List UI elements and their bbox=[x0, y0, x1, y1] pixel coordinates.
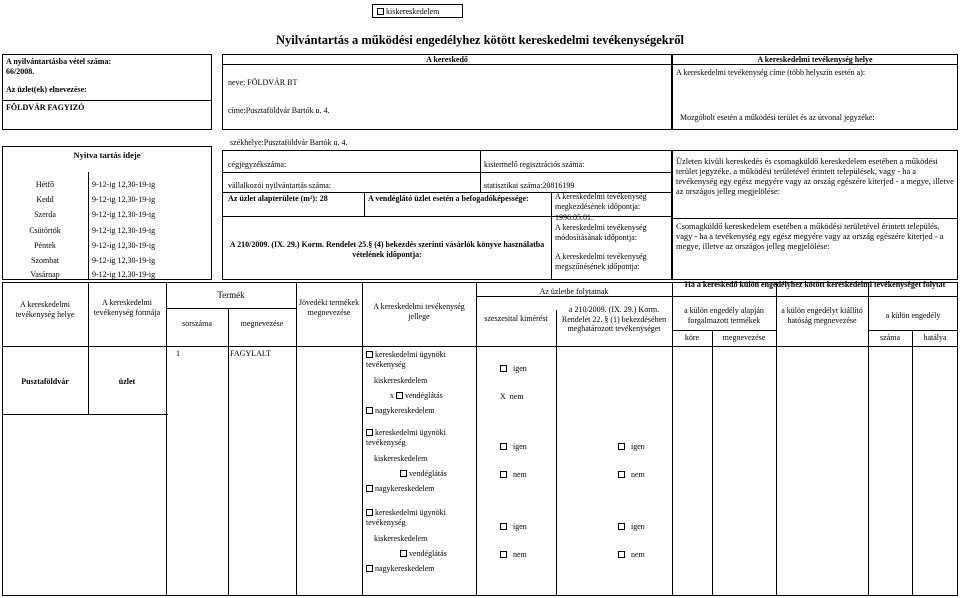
nature-option[interactable] bbox=[366, 428, 474, 447]
nature-option[interactable] bbox=[374, 454, 482, 464]
th-special: Ha a kereskedő külön engedélyhez kötött kereskedelmi tevékenységet folytat bbox=[684, 280, 946, 289]
checkbox-icon[interactable] bbox=[500, 523, 507, 530]
th-validity: hatálya bbox=[923, 333, 947, 342]
no-label: nem bbox=[631, 550, 645, 559]
th-seq: sorszáma bbox=[182, 319, 212, 328]
nature-option-label: kiskereskedelem bbox=[374, 454, 428, 463]
checkbox-icon[interactable] bbox=[500, 365, 507, 372]
nature-option-label: kereskedelmi ügynöki tevékenység bbox=[366, 508, 446, 527]
nature-option-label: vendéglátás bbox=[409, 469, 447, 478]
trader-name: neve: FÖLDVÁR BT bbox=[228, 78, 298, 87]
nature-option[interactable] bbox=[366, 391, 474, 401]
complaint-book-label: A 210/2009. (IX. 29.) Korm. Rendelet 25.§ (4) bekezdés szerinti vásárlók könyve használatba vételének időpontja: bbox=[229, 240, 545, 259]
nature-option[interactable] bbox=[374, 534, 482, 544]
nature-option-label: nagykereskedelem bbox=[375, 564, 435, 573]
nature-option[interactable] bbox=[366, 469, 474, 479]
no-label: nem bbox=[513, 550, 527, 559]
yes-no-option[interactable] bbox=[618, 550, 645, 559]
company-reg-label: cégjegyzékszáma: bbox=[228, 160, 287, 169]
th-authority: a külön engedélyt kiállító hatóság megnevezése bbox=[781, 306, 863, 325]
nature-option[interactable] bbox=[374, 376, 482, 386]
nature-option-label: vendéglátás bbox=[409, 549, 447, 558]
nature-option-label: nagykereskedelem bbox=[375, 406, 435, 415]
yes-no-option[interactable] bbox=[500, 364, 527, 373]
nature-mark: x bbox=[390, 391, 394, 400]
checkbox-icon[interactable] bbox=[618, 523, 625, 530]
yes-label: igen bbox=[513, 364, 527, 373]
nature-option-label: kereskedelmi ügynöki tevékenység bbox=[366, 428, 446, 447]
th-special-goods: a külön engedély alapján forgalmazott termékek bbox=[684, 306, 764, 325]
th-nature: A kereskedelmi tevékenység jellege bbox=[373, 302, 465, 321]
hours-time: 9-12-ig 12,30-19-ig bbox=[92, 210, 156, 219]
kiskereskedelem-label: kiskereskedelem bbox=[386, 7, 440, 16]
hours-time: 9-12-ig 12,30-19-ig bbox=[92, 270, 156, 279]
yes-no-option[interactable] bbox=[618, 522, 645, 531]
yes-no-option[interactable] bbox=[500, 442, 527, 451]
start-date-label: A kereskedelmi tevékenység megkezdésének időpontja: bbox=[555, 192, 647, 211]
checkbox-icon[interactable] bbox=[366, 485, 373, 492]
place-address-label: A kereskedelmi tevékenység címe (több helyszín esetén a): bbox=[676, 68, 866, 77]
no-label: nem bbox=[631, 470, 645, 479]
th-form: A kereskedelmi tevékenység formája bbox=[93, 298, 161, 317]
trader-header: A kereskedő bbox=[426, 55, 468, 64]
checkbox-icon[interactable] bbox=[618, 471, 625, 478]
checkbox-icon[interactable] bbox=[366, 429, 373, 436]
checkbox-icon[interactable] bbox=[366, 351, 373, 358]
nature-option[interactable] bbox=[366, 350, 474, 369]
hours-day: Csütörtök bbox=[29, 226, 61, 235]
yes-label: igen bbox=[631, 522, 645, 531]
alcohol-mark: X bbox=[500, 392, 506, 401]
row-seq: 1 bbox=[176, 349, 180, 358]
stat-reg-value: statisztikai száma:20816199 bbox=[484, 181, 575, 190]
modify-date-label: A kereskedelmi tevékenység módosításának időpontja: bbox=[555, 223, 647, 242]
mail-order-text: Csomagküldő kereskedelem esetében a működési területével érintett település, vagy - ha a tevékenység egy egész megyére vagy az ország egészére kiterjed - a megye, illetve az országos jelleg megjelölése: bbox=[676, 222, 944, 252]
trader-address: címe:Pusztaföldvár Bartók u. 4. bbox=[228, 106, 330, 115]
nature-option-label: vendéglátás bbox=[405, 391, 443, 400]
th-permit-no: a külön engedély bbox=[885, 311, 941, 320]
mobile-shop-label: Mozgóbolt esetén a működési terület és az útvonal jegyzéke: bbox=[680, 113, 875, 122]
checkbox-icon[interactable] bbox=[500, 551, 507, 558]
hours-day: Szerda bbox=[34, 210, 56, 219]
checkbox-icon[interactable] bbox=[366, 509, 373, 516]
th-excise: Jövedéki termékek megnevezése bbox=[298, 298, 360, 317]
guest-capacity-label: A vendéglátó üzlet esetén a befogadóképessége: bbox=[368, 194, 529, 203]
checkbox-icon[interactable] bbox=[396, 392, 403, 399]
hours-header: Nyitva tartás ideje bbox=[73, 150, 141, 160]
micro-reg-label: kistermelő regisztrációs száma: bbox=[484, 160, 585, 169]
yes-no-option[interactable] bbox=[500, 392, 524, 401]
checkbox-icon[interactable] bbox=[500, 471, 507, 478]
nature-option[interactable] bbox=[366, 406, 474, 416]
nature-option[interactable] bbox=[366, 549, 474, 559]
yes-no-option[interactable] bbox=[618, 442, 645, 451]
hours-day: Kedd bbox=[36, 195, 54, 204]
th-decree: a 210/2009. (IX. 29.) Korm. Rendelet 22. § (1) bekezdésében meghatározott tevékenységet bbox=[561, 305, 667, 334]
th-product: Termék bbox=[217, 290, 245, 300]
hours-time: 9-12-ig 12,30-19-ig bbox=[92, 180, 156, 189]
nature-option-label: kereskedelmi ügynöki tevékenység bbox=[366, 350, 446, 369]
nature-option-label: kiskereskedelem bbox=[374, 534, 428, 543]
floor-area: Az üzlet alapterülete (m²): 28 bbox=[228, 194, 328, 203]
trader-block bbox=[222, 54, 672, 130]
hours-time: 9-12-ig 12,30-19-ig bbox=[92, 241, 156, 250]
th-scope: köre bbox=[684, 333, 700, 342]
outdoor-trade-text: Üzleten kívüli kereskedés és csomagküldő kereskedelem esetében a működési terület jegyzéke, a működési területével érintett települések, vagy - ha a tevékenység egy egész megyére vagy az ország egészére kiterjed - a megye, illetve az országos jelleg megjelölése: bbox=[676, 157, 954, 197]
hours-day: Hétfő bbox=[35, 180, 55, 189]
trader-seat: székhelye:Pusztaföldvár Bartók u. 4. bbox=[230, 138, 348, 147]
checkbox-icon[interactable] bbox=[366, 565, 373, 572]
end-date-label: A kereskedelmi tevékenység megszűnésének időpontja: bbox=[555, 252, 647, 271]
row-form: üzlet bbox=[118, 377, 136, 386]
entrepreneur-reg-label: vállalkozói nyilvántartás száma: bbox=[228, 181, 332, 190]
unit-name-value: FÖLDVÁR FAGYIZÓ bbox=[6, 103, 85, 112]
top-checkbox-box bbox=[372, 4, 463, 18]
registration-label: A nyilvántartásba vétel száma: bbox=[6, 57, 112, 66]
yes-label: igen bbox=[631, 442, 645, 451]
th-place: A kereskedelmi tevékenység helye bbox=[15, 300, 75, 319]
th-number: száma bbox=[880, 333, 900, 342]
nature-option-label: kiskereskedelem bbox=[374, 376, 428, 385]
nature-option[interactable] bbox=[366, 508, 474, 527]
yes-label: igen bbox=[513, 522, 527, 531]
yes-no-option[interactable] bbox=[500, 522, 527, 531]
hours-time: 9-12-ig 12,30-19-ig bbox=[92, 226, 156, 235]
hours-time: 9-12-ig 12,30-19-ig bbox=[92, 256, 156, 265]
row-product: FAGYLALT bbox=[230, 349, 271, 358]
checkbox-icon[interactable] bbox=[366, 407, 373, 414]
kiskereskedelem-checkbox[interactable] bbox=[377, 7, 439, 16]
hours-day: Szombat bbox=[31, 256, 59, 265]
activity-table bbox=[2, 282, 958, 596]
checkbox-icon[interactable] bbox=[618, 443, 625, 450]
th-alcohol: szeszesital kimérést bbox=[484, 314, 548, 323]
hours-day: Péntek bbox=[34, 241, 56, 250]
yes-no-option[interactable] bbox=[500, 550, 527, 559]
hours-day: Vasárnap bbox=[30, 270, 60, 279]
yes-no-option[interactable] bbox=[618, 470, 645, 479]
unit-name-label: Az üzlet(ek) elnevezése: bbox=[6, 85, 87, 94]
nature-option[interactable] bbox=[366, 484, 474, 494]
th-sname: megnevezése bbox=[722, 333, 766, 342]
th-shop: Az üzletbe folytatnak bbox=[539, 287, 609, 296]
page-title: Nyilvántartás a működési engedélyhez kötött kereskedelmi tevékenységekről bbox=[275, 33, 685, 47]
yes-label: igen bbox=[513, 442, 527, 451]
no-label: nem bbox=[509, 392, 524, 401]
hours-time: 9-12-ig 12,30-19-ig bbox=[92, 195, 156, 204]
nature-option[interactable] bbox=[366, 564, 474, 574]
th-name: megnevezése bbox=[240, 319, 284, 328]
row-place: Pusztaföldvár bbox=[21, 377, 69, 386]
no-label: nem bbox=[513, 470, 527, 479]
nature-option-label: nagykereskedelem bbox=[375, 484, 435, 493]
checkbox-icon[interactable] bbox=[500, 443, 507, 450]
checkbox-icon[interactable] bbox=[618, 551, 625, 558]
checkbox-icon[interactable] bbox=[400, 470, 407, 477]
registration-value: 66/2008. bbox=[6, 67, 35, 76]
start-date-value: 1996.05.01. bbox=[555, 213, 593, 222]
checkbox-icon[interactable] bbox=[400, 550, 407, 557]
place-header: A kereskedelmi tevékenység helye bbox=[757, 55, 873, 64]
yes-no-option[interactable] bbox=[500, 470, 527, 479]
